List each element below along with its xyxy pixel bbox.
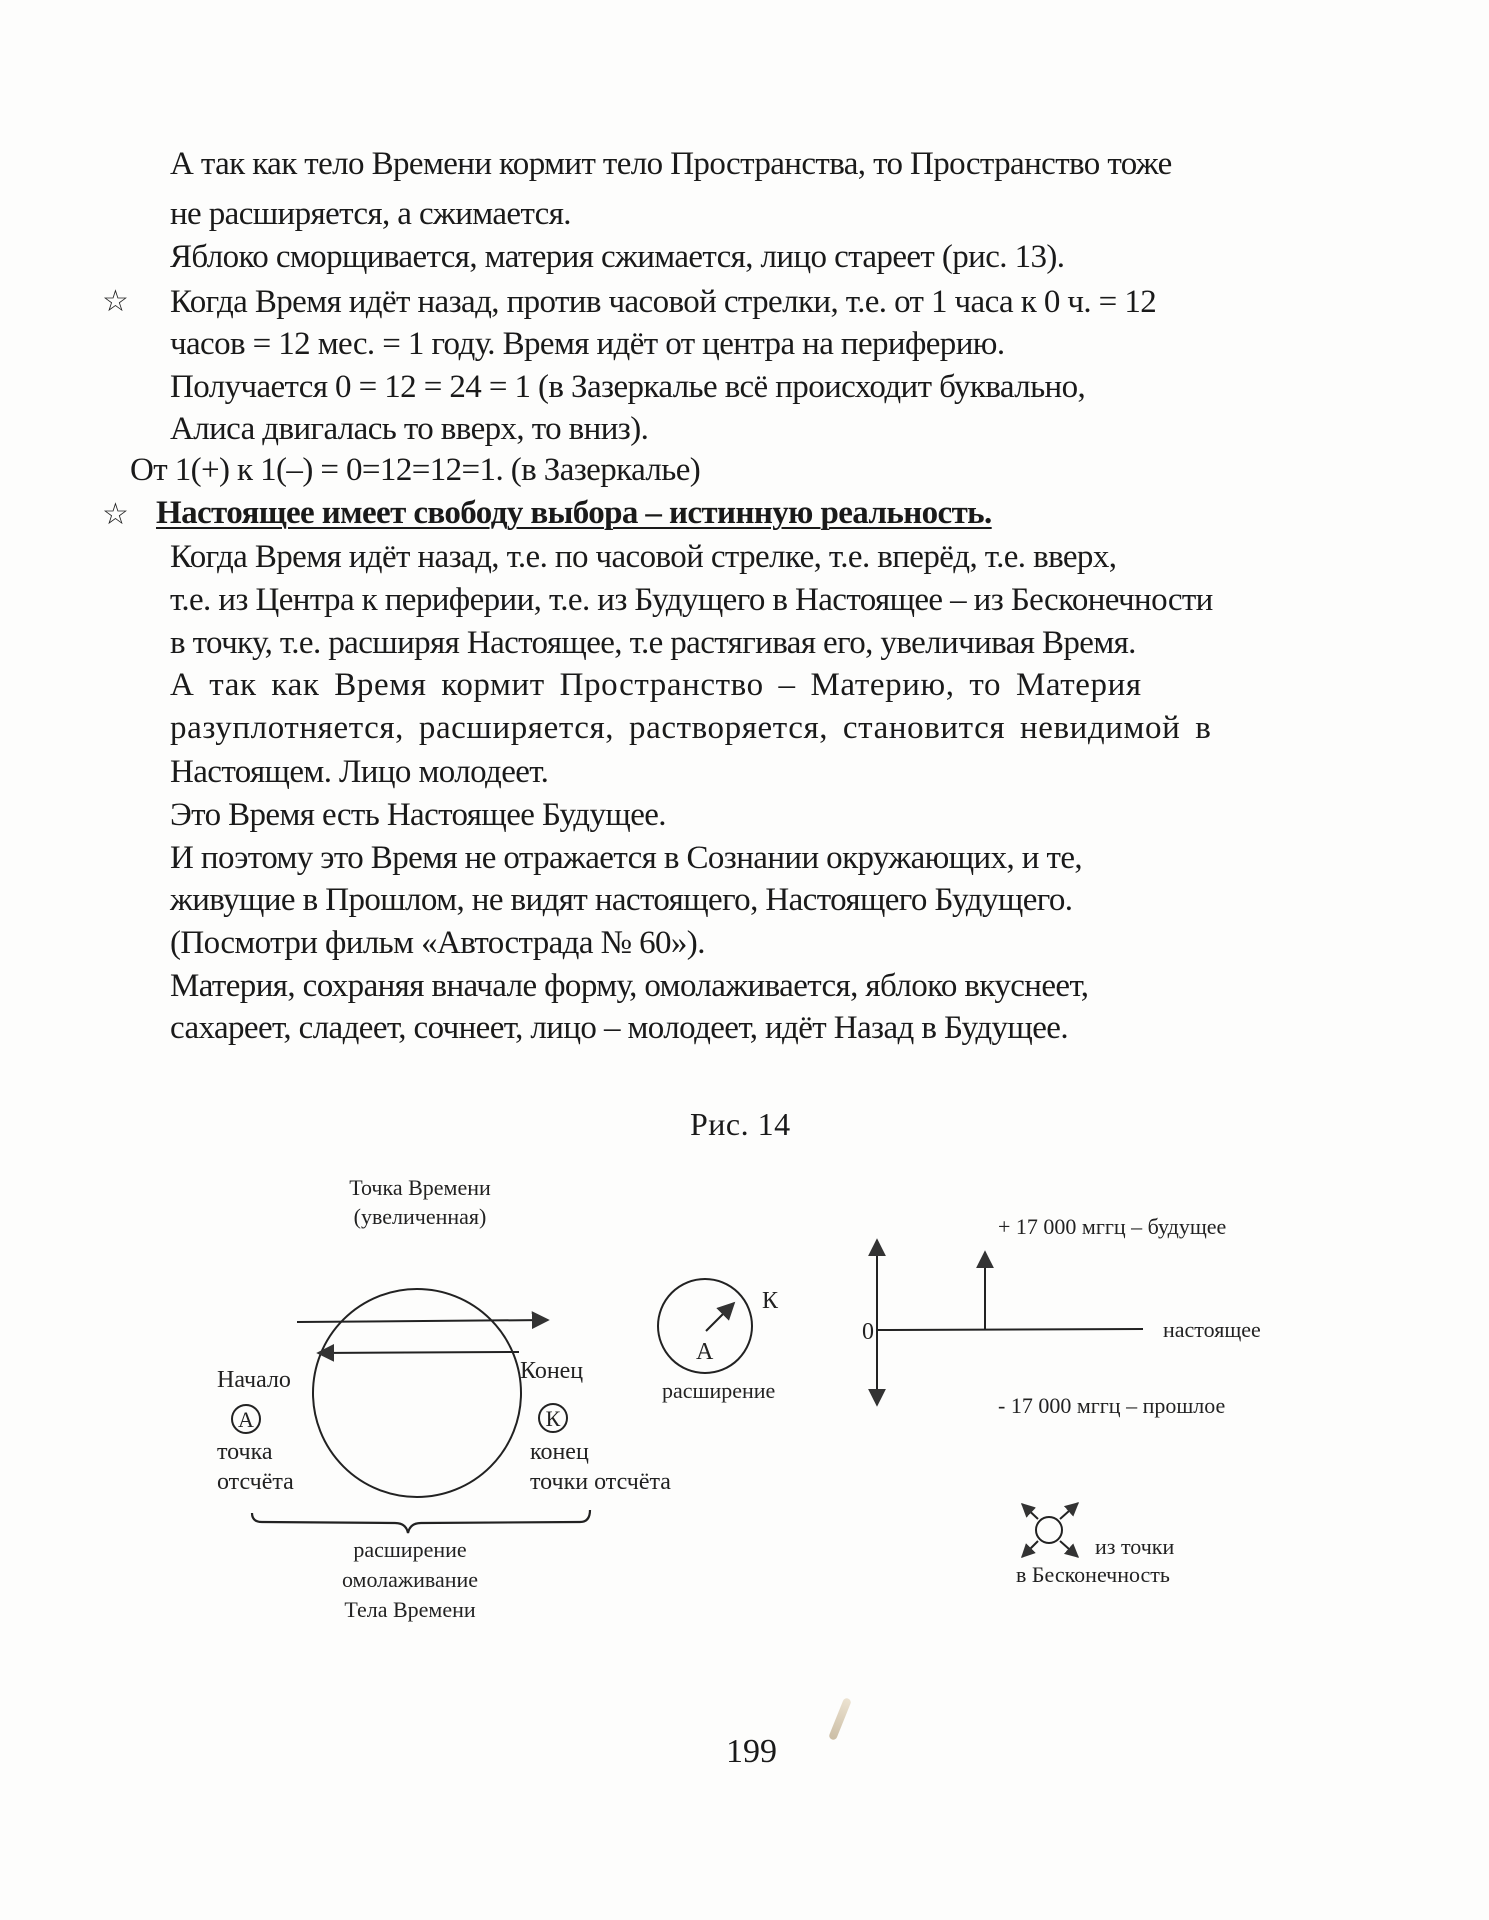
infinity-label-line1: из точки bbox=[1095, 1534, 1175, 1559]
end-desc-line2: точки отсчёта bbox=[530, 1469, 671, 1495]
text-line: Яблоко сморщивается, материя сжимается, лицо стареет (рис. 13). bbox=[170, 239, 1065, 275]
text-line: разуплотняется, расширяется, растворяется, становится невидимой в bbox=[170, 710, 1212, 746]
start-desc-line2: отсчёта bbox=[217, 1469, 294, 1495]
time-point-circle bbox=[297, 1289, 548, 1497]
text-line: Алиса двигалась то вверх, то вниз). bbox=[170, 411, 649, 447]
infinity-label-line2: в Бесконечность bbox=[1016, 1562, 1170, 1587]
diagram-title-line2: (увеличенная) bbox=[353, 1204, 487, 1229]
start-label: Начало bbox=[217, 1367, 291, 1393]
text-line: Получается 0 = 12 = 24 = 1 (в Зазеркалье всё происходит буквально, bbox=[170, 369, 1086, 405]
end-label: Конец bbox=[520, 1358, 584, 1384]
future-label: + 17 000 мггц – будущее bbox=[998, 1214, 1227, 1239]
time-axis bbox=[877, 1240, 1143, 1405]
text-line: Когда Время идёт назад, т.е. по часовой стрелке, т.е. вперёд, т.е. вверх, bbox=[170, 539, 1117, 575]
text-line: (Посмотри фильм «Автострада № 60»). bbox=[170, 925, 705, 961]
present-label: настоящее bbox=[1163, 1317, 1261, 1342]
diagram-title-line1: Точка Времени bbox=[349, 1175, 491, 1200]
text-line: От 1(+) к 1(–) = 0=12=12=1. (в Зазеркалье) bbox=[130, 452, 701, 488]
text-line: не расширяется, а сжимается. bbox=[170, 196, 571, 232]
text-line: часов = 12 мес. = 1 году. Время идёт от центра на периферию. bbox=[170, 326, 1005, 362]
end-desc-line1: конец bbox=[530, 1439, 589, 1465]
text-line: А так как Время кормит Пространство – Материю, то Материя bbox=[170, 667, 1142, 703]
origin-label: 0 bbox=[862, 1319, 874, 1345]
section-heading: Настоящее имеет свободу выбора – истинную реальность. bbox=[156, 495, 992, 531]
text-line: т.е. из Центра к периферии, т.е. из Будущего в Настоящее – из Бесконечности bbox=[170, 582, 1213, 618]
text-line: сахареет, сладеет, сочнеет, лицо – молодеет, идёт Назад в Будущее. bbox=[170, 1010, 1068, 1046]
text-line: И поэтому это Время не отражается в Сознании окружающих, и те, bbox=[170, 840, 1083, 876]
text-line: Настоящем. Лицо молодеет. bbox=[170, 754, 549, 790]
infinity-expansion-icon bbox=[1022, 1503, 1078, 1557]
text-line: Материя, сохраняя вначале форму, омолаживается, яблоко вкуснеет, bbox=[170, 968, 1089, 1004]
text-line: Когда Время идёт назад, против часовой стрелки, т.е. от 1 часа к 0 ч. = 12 bbox=[170, 284, 1157, 320]
text-line: А так как тело Времени кормит тело Пространства, то Пространство тоже bbox=[170, 146, 1172, 182]
page-number: 199 bbox=[726, 1733, 777, 1770]
star-bullet-icon: ☆ bbox=[102, 285, 129, 318]
text-line: Это Время есть Настоящее Будущее. bbox=[170, 797, 666, 833]
text-line: живущие в Прошлом, не видят настоящего, Настоящего Будущего. bbox=[170, 882, 1073, 918]
expansion-caption: расширение bbox=[662, 1378, 776, 1403]
svg-text:А: А bbox=[238, 1407, 254, 1432]
arrow-label-k: К bbox=[762, 1288, 779, 1314]
center-label-a: А bbox=[696, 1339, 714, 1365]
brace-label-line3: Тела Времени bbox=[344, 1597, 476, 1622]
star-bullet-icon: ☆ bbox=[102, 498, 129, 531]
start-desc-line1: точка bbox=[217, 1439, 273, 1465]
svg-text:К: К bbox=[545, 1406, 561, 1431]
brace-label-line2: омолаживание bbox=[341, 1567, 479, 1592]
figure-caption: Рис. 14 bbox=[690, 1106, 791, 1142]
text-line: в точку, т.е. расширяя Настоящее, т.е растягивая его, увеличивая Время. bbox=[170, 625, 1136, 661]
past-label: - 17 000 мггц – прошлое bbox=[998, 1393, 1226, 1418]
brace-label-line1: расширение bbox=[353, 1537, 467, 1562]
curly-brace bbox=[252, 1510, 590, 1533]
